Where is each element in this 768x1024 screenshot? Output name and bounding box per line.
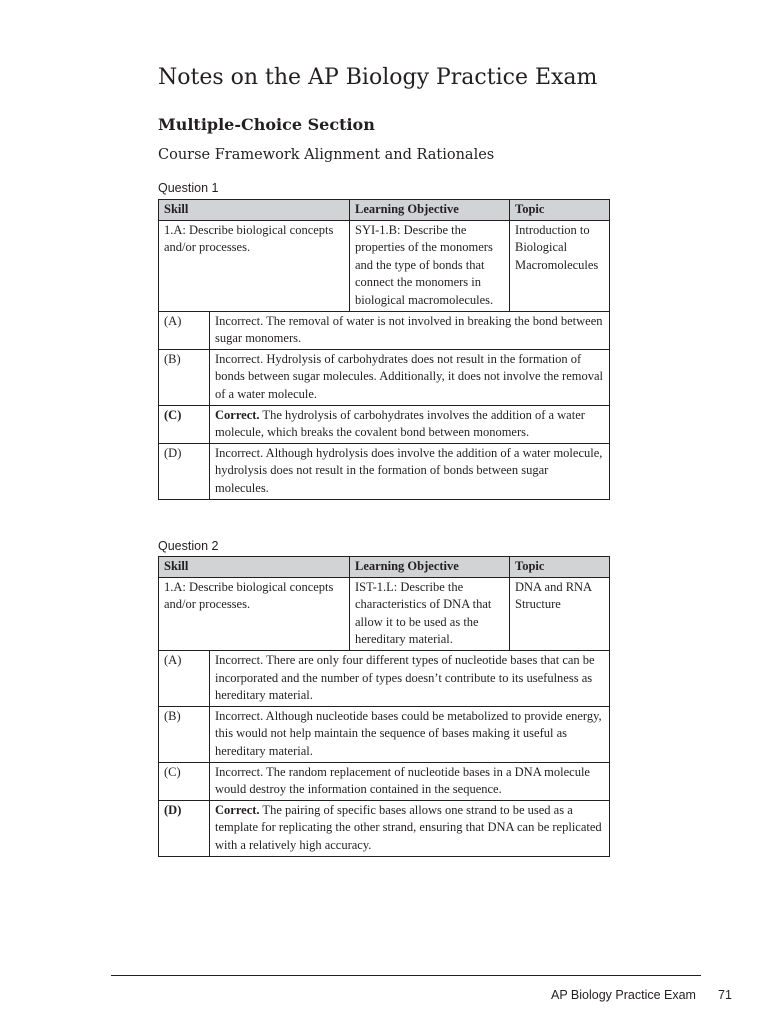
option-letter: (B): [159, 706, 210, 762]
option-letter: (D): [159, 800, 210, 856]
option-rationale: [210, 800, 610, 856]
option-lead: Correct.: [215, 802, 260, 817]
option-rationale: [210, 349, 610, 405]
skill-cell: 1.A: Describe biological concepts and/or processes.: [159, 577, 350, 650]
option-text: Incorrect. Hydrolysis of carbohydrates does not result in the formation of bonds between sugar molecules. Additionally, it does not involve the removal of a water molecule.: [215, 351, 604, 401]
subsection-title: Course Framework Alignment and Rationales: [158, 147, 495, 163]
question-2-label: Question 2: [158, 539, 219, 553]
page-number: 71: [718, 988, 732, 1002]
topic-cell: Introduction to Biological Macromolecules: [510, 220, 610, 311]
option-text: The hydrolysis of carbohydrates involves the addition of a water molecule, which breaks the covalent bond between monomers.: [215, 407, 585, 440]
option-row: [159, 349, 610, 405]
option-rationale: [210, 762, 610, 800]
question-2-block: [158, 556, 610, 857]
question-1-block: [158, 199, 610, 500]
skill-cell: 1.A: Describe biological concepts and/or processes.: [159, 220, 350, 311]
option-rationale: [210, 443, 610, 499]
option-lead: Correct.: [215, 407, 260, 422]
option-letter: (D): [159, 443, 210, 499]
footer-divider: [111, 975, 701, 976]
page-title: Notes on the AP Biology Practice Exam: [158, 65, 598, 90]
option-row: [159, 651, 610, 706]
question-1-options-table: [158, 312, 610, 500]
option-text: Incorrect. There are only four different types of nucleotide bases that can be incorporated and the number of types doesn’t contribute to its usefulness as hereditary material.: [215, 652, 595, 703]
option-letter: (C): [159, 405, 210, 443]
option-text: Incorrect. Although hydrolysis does involve the addition of a water molecule, hydrolysis does not result in the formation of bonds between sugar molecules.: [215, 445, 603, 495]
option-row: [159, 443, 610, 499]
question-1-alignment-table: [158, 199, 610, 312]
section-title: Multiple-Choice Section: [158, 115, 375, 134]
option-row: [159, 762, 610, 800]
topic-cell: DNA and RNA Structure: [510, 577, 610, 650]
topic-header: Topic: [510, 200, 610, 221]
question-2-alignment-table: [158, 556, 610, 651]
option-rationale: [210, 706, 610, 762]
option-text: Incorrect. The random replacement of nucleotide bases in a DNA molecule would destroy the information contained in the sequence.: [215, 764, 590, 797]
option-letter: (A): [159, 651, 210, 706]
option-text: Incorrect. Although nucleotide bases could be metabolized to provide energy, this would not help maintain the sequence of bases making it useful as hereditary material.: [215, 708, 602, 758]
option-letter: (A): [159, 312, 210, 350]
option-rationale: [210, 312, 610, 350]
skill-header: Skill: [159, 557, 350, 578]
option-text: Incorrect. The removal of water is not involved in breaking the bond between sugar monomers.: [215, 313, 603, 346]
option-rationale: [210, 405, 610, 443]
option-row: [159, 405, 610, 443]
option-row: [159, 800, 610, 856]
objective-header: Learning Objective: [350, 200, 510, 221]
option-rationale: [210, 651, 610, 706]
option-text: The pairing of specific bases allows one strand to be used as a template for replicating the other strand, ensuring that DNA can be replicated with a relatively high accuracy.: [215, 802, 602, 852]
option-letter: (B): [159, 349, 210, 405]
topic-header: Topic: [510, 557, 610, 578]
question-1-label: Question 1: [158, 181, 219, 195]
question-2-options-table: [158, 651, 610, 857]
objective-header: Learning Objective: [350, 557, 510, 578]
option-row: [159, 706, 610, 762]
objective-cell: SYI-1.B: Describe the properties of the monomers and the type of bonds that connect the monomers in biological macromolecules.: [350, 220, 510, 311]
objective-cell: IST-1.L: Describe the characteristics of DNA that allow it to be used as the hereditary material.: [350, 577, 510, 650]
option-letter: (C): [159, 762, 210, 800]
footer-title: AP Biology Practice Exam: [551, 988, 696, 1002]
option-row: [159, 312, 610, 350]
skill-header: Skill: [159, 200, 350, 221]
